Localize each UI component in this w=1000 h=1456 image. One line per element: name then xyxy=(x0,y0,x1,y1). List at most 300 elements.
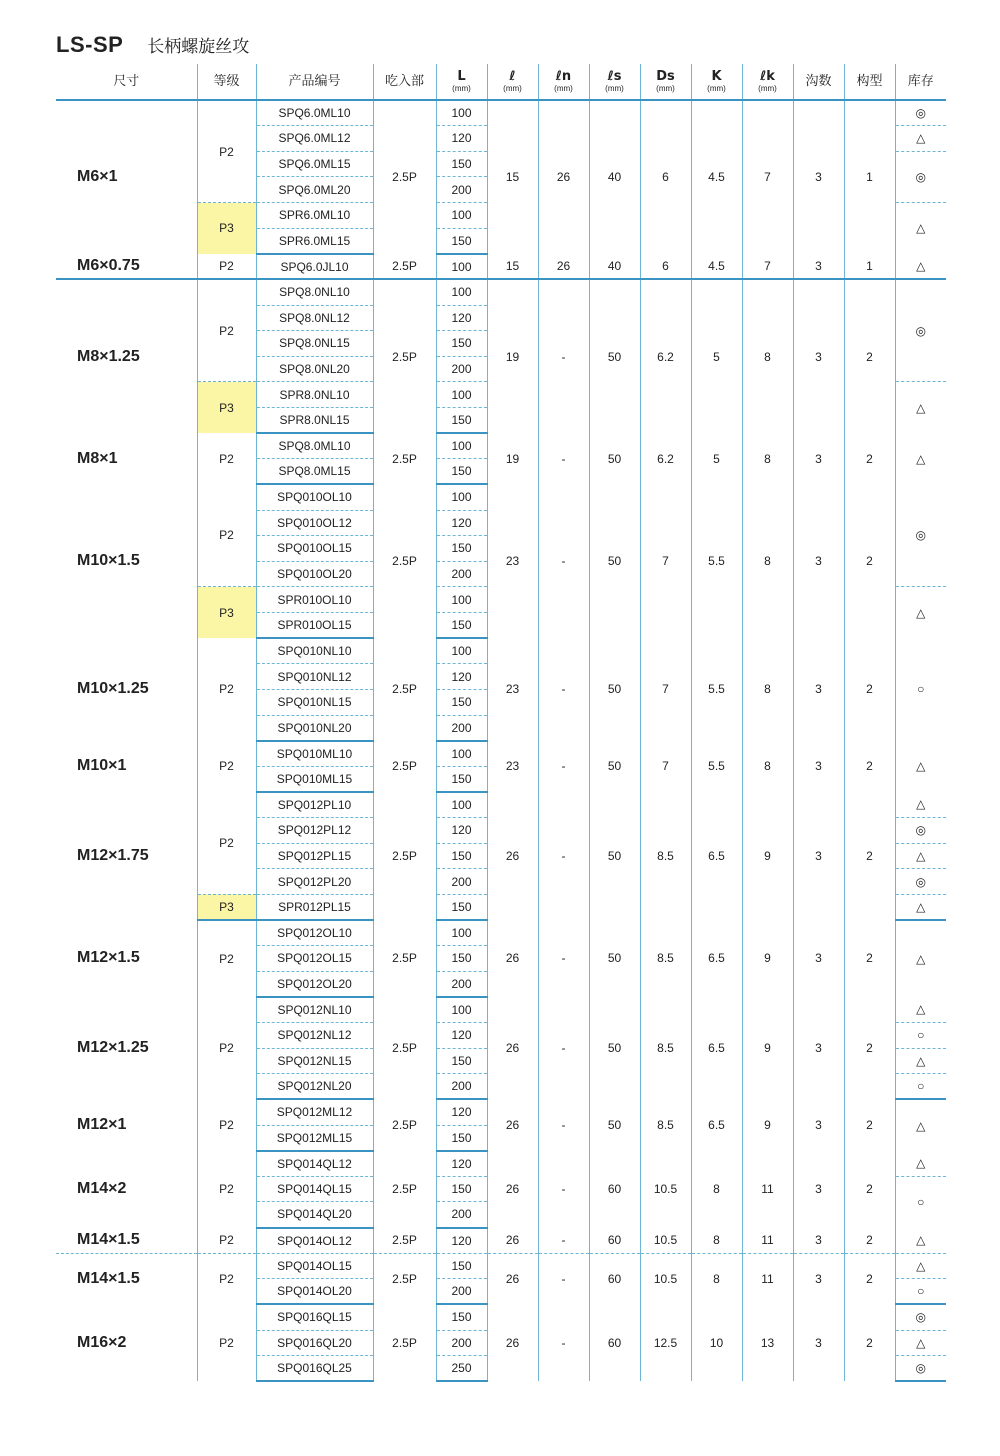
spec-table xyxy=(56,64,946,1382)
product-cell: SPR8.0NL15 xyxy=(256,408,373,434)
length-cell: 150 xyxy=(436,894,487,920)
lk-cell: 7 xyxy=(742,254,793,280)
l-cell: 15 xyxy=(487,254,538,280)
ln-cell: - xyxy=(538,920,589,997)
product-cell: SPQ012NL15 xyxy=(256,1048,373,1074)
product-cell: SPQ010OL12 xyxy=(256,510,373,536)
size-cell: M6×1 xyxy=(77,168,118,186)
bite-cell: 2.5P xyxy=(373,792,436,920)
stock-cell: ○ xyxy=(895,1074,946,1100)
grade-cell: P2 xyxy=(197,254,256,280)
lk-cell: 11 xyxy=(742,1228,793,1254)
Ds-cell: 10.5 xyxy=(640,1253,691,1304)
stock-cell: ◎ xyxy=(895,151,946,202)
header-Ds-label: Ds xyxy=(656,69,675,84)
header-ls xyxy=(589,64,640,100)
type-cell: 1 xyxy=(844,254,895,280)
type-cell: 2 xyxy=(844,741,895,792)
product-cell: SPQ010ML15 xyxy=(256,766,373,792)
l-cell: 23 xyxy=(487,638,538,741)
spec-body xyxy=(56,100,946,1381)
grooves-cell: 3 xyxy=(793,1228,844,1254)
ls-cell: 60 xyxy=(589,1304,640,1381)
stock-cell: ◎ xyxy=(895,279,946,382)
l-cell: 26 xyxy=(487,920,538,997)
product-cell: SPQ012NL10 xyxy=(256,997,373,1023)
bite-cell: 2.5P xyxy=(373,1099,436,1150)
length-cell: 120 xyxy=(436,305,487,331)
l-cell: 23 xyxy=(487,484,538,638)
lk-cell: 8 xyxy=(742,433,793,484)
product-cell: SPQ014OL15 xyxy=(256,1253,373,1279)
lk-cell: 9 xyxy=(742,792,793,920)
lk-cell: 11 xyxy=(742,1253,793,1304)
header-K xyxy=(691,64,742,100)
header-ln xyxy=(538,64,589,100)
K-cell: 5.5 xyxy=(691,741,742,792)
length-cell: 150 xyxy=(436,536,487,562)
length-cell: 150 xyxy=(436,689,487,715)
stock-cell: △ xyxy=(895,1253,946,1279)
ls-cell: 40 xyxy=(589,100,640,254)
size-cell: M8×1 xyxy=(77,449,118,467)
length-cell: 200 xyxy=(436,715,487,741)
size-cell: M12×1.25 xyxy=(77,1039,149,1057)
type-cell: 2 xyxy=(844,792,895,920)
table-row xyxy=(56,638,946,664)
length-cell: 120 xyxy=(436,1151,487,1177)
stock-cell: ◎ xyxy=(895,100,946,126)
header-ls-label: ℓs xyxy=(607,69,622,84)
product-cell: SPQ012NL20 xyxy=(256,1074,373,1100)
product-cell: SPQ012PL12 xyxy=(256,818,373,844)
grooves-cell: 3 xyxy=(793,638,844,741)
K-cell: 8 xyxy=(691,1253,742,1304)
stock-cell: △ xyxy=(895,382,946,433)
length-cell: 150 xyxy=(436,459,487,485)
type-cell: 2 xyxy=(844,1151,895,1228)
product-cell: SPQ8.0NL12 xyxy=(256,305,373,331)
size-cell: M16×2 xyxy=(77,1333,127,1351)
K-cell: 5.5 xyxy=(691,484,742,638)
header-stock: 库存 xyxy=(895,64,946,100)
header-product-no: 产品编号 xyxy=(256,64,373,100)
grooves-cell: 3 xyxy=(793,1099,844,1150)
stock-cell: △ xyxy=(895,843,946,869)
length-cell: 150 xyxy=(436,946,487,972)
ln-cell: - xyxy=(538,1151,589,1228)
product-cell: SPQ012OL15 xyxy=(256,946,373,972)
l-cell: 26 xyxy=(487,1253,538,1304)
Ds-cell: 6 xyxy=(640,100,691,254)
K-cell: 10 xyxy=(691,1304,742,1381)
header-l-label: ℓ xyxy=(509,69,516,84)
size-cell: M6×0.75 xyxy=(56,254,197,280)
stock-cell: △ xyxy=(895,920,946,997)
ls-cell: 50 xyxy=(589,279,640,433)
product-cell: SPR010OL10 xyxy=(256,587,373,613)
K-cell: 8 xyxy=(691,1228,742,1254)
Ds-cell: 6.2 xyxy=(640,433,691,484)
ln-cell: - xyxy=(538,997,589,1100)
type-cell: 2 xyxy=(844,1304,895,1381)
ls-cell: 50 xyxy=(589,792,640,920)
K-cell: 6.5 xyxy=(691,997,742,1100)
l-cell: 26 xyxy=(487,1099,538,1150)
bite-cell: 2.5P xyxy=(373,433,436,484)
grade-cell: P3 xyxy=(197,203,256,254)
bite-cell: 2.5P xyxy=(373,1151,436,1228)
bite-cell: 2.5P xyxy=(373,1253,436,1304)
bite-cell: 2.5P xyxy=(373,638,436,741)
ls-cell: 60 xyxy=(589,1253,640,1304)
lk-cell: 8 xyxy=(742,741,793,792)
stock-cell: ◎ xyxy=(895,1304,946,1330)
product-cell: SPQ012ML15 xyxy=(256,1125,373,1151)
product-cell: SPQ8.0ML10 xyxy=(256,433,373,459)
product-cell: SPQ012OL20 xyxy=(256,971,373,997)
Ds-cell: 10.5 xyxy=(640,1228,691,1254)
stock-cell: ○ xyxy=(895,1023,946,1049)
stock-cell: △ xyxy=(895,126,946,152)
stock-cell: △ xyxy=(895,587,946,638)
size-cell: M12×1 xyxy=(77,1116,127,1133)
stock-cell: △ xyxy=(895,1099,946,1150)
grooves-cell: 3 xyxy=(793,484,844,638)
ln-cell: - xyxy=(538,433,589,484)
grade-cell: P2 xyxy=(197,1304,256,1381)
header-l xyxy=(487,64,538,100)
table-row xyxy=(56,1099,946,1125)
unit-label: (mm) xyxy=(758,84,777,93)
length-cell: 100 xyxy=(436,433,487,459)
Ds-cell: 7 xyxy=(640,484,691,638)
l-cell: 26 xyxy=(487,1151,538,1228)
grade-cell: P2 xyxy=(197,741,256,792)
length-cell: 120 xyxy=(436,510,487,536)
length-cell: 100 xyxy=(436,920,487,946)
length-cell: 120 xyxy=(436,1023,487,1049)
ls-cell: 50 xyxy=(589,433,640,484)
product-cell: SPQ016QL20 xyxy=(256,1330,373,1356)
table-row xyxy=(56,433,946,459)
type-cell: 2 xyxy=(844,279,895,433)
grooves-cell: 3 xyxy=(793,741,844,792)
length-cell: 150 xyxy=(436,331,487,357)
type-cell: 2 xyxy=(844,1228,895,1254)
bite-cell: 2.5P xyxy=(373,1304,436,1381)
bite-cell: 2.5P xyxy=(373,741,436,792)
table-row xyxy=(56,997,946,1023)
type-cell: 2 xyxy=(844,638,895,741)
lk-cell: 8 xyxy=(742,484,793,638)
K-cell: 8 xyxy=(691,1151,742,1228)
bite-cell: 2.5P xyxy=(373,1228,436,1254)
K-cell: 6.5 xyxy=(691,792,742,920)
lk-cell: 7 xyxy=(742,100,793,254)
stock-cell: △ xyxy=(895,1048,946,1074)
table-row xyxy=(56,254,946,280)
stock-cell: △ xyxy=(895,741,946,792)
grade-cell: P2 xyxy=(197,920,256,997)
length-cell: 200 xyxy=(436,561,487,587)
ln-cell: 26 xyxy=(538,100,589,254)
length-cell: 200 xyxy=(436,1074,487,1100)
length-cell: 150 xyxy=(436,408,487,434)
ls-cell: 50 xyxy=(589,638,640,741)
product-cell: SPR6.0ML10 xyxy=(256,203,373,229)
K-cell: 5.5 xyxy=(691,638,742,741)
size-cell: M10×1.5 xyxy=(77,552,140,570)
product-cell: SPQ010OL10 xyxy=(256,484,373,510)
l-cell: 23 xyxy=(487,741,538,792)
grade-cell: P2 xyxy=(197,1253,256,1304)
product-cell: SPQ014QL15 xyxy=(256,1176,373,1202)
length-cell: 100 xyxy=(436,638,487,664)
product-cell: SPQ6.0ML15 xyxy=(256,151,373,177)
product-cell: SPQ6.0ML12 xyxy=(256,126,373,152)
Ds-cell: 6.2 xyxy=(640,279,691,433)
header-L xyxy=(436,64,487,100)
length-cell: 150 xyxy=(436,843,487,869)
K-cell: 5 xyxy=(691,279,742,433)
stock-cell: △ xyxy=(895,433,946,484)
stock-cell: △ xyxy=(895,203,946,254)
ls-cell: 40 xyxy=(589,254,640,280)
length-cell: 100 xyxy=(436,279,487,305)
stock-cell: △ xyxy=(895,997,946,1023)
size-cell: M12×1.5 xyxy=(77,949,140,967)
grooves-cell: 3 xyxy=(793,1304,844,1381)
Ds-cell: 7 xyxy=(640,741,691,792)
header-L-label: L xyxy=(457,69,466,84)
ln-cell: - xyxy=(538,1304,589,1381)
K-cell: 6.5 xyxy=(691,920,742,997)
bite-cell: 2.5P xyxy=(373,100,436,254)
ln-cell: - xyxy=(538,279,589,433)
size-cell: M10×1.25 xyxy=(77,680,149,698)
stock-cell: ◎ xyxy=(895,1356,946,1382)
product-cell: SPQ012OL10 xyxy=(256,920,373,946)
ln-cell: - xyxy=(538,638,589,741)
table-row xyxy=(56,1253,946,1279)
grade-cell: P3 xyxy=(197,587,256,638)
type-cell: 2 xyxy=(844,1253,895,1304)
l-cell: 26 xyxy=(487,792,538,920)
product-cell: SPQ010NL12 xyxy=(256,664,373,690)
series-code: LS-SP xyxy=(56,32,124,57)
stock-cell: ◎ xyxy=(895,869,946,895)
bite-cell: 2.5P xyxy=(373,254,436,280)
product-cell: SPQ010ML10 xyxy=(256,741,373,767)
table-row xyxy=(56,920,946,946)
header-grooves: 沟数 xyxy=(793,64,844,100)
Ds-cell: 12.5 xyxy=(640,1304,691,1381)
product-cell: SPQ010NL20 xyxy=(256,715,373,741)
product-cell: SPR012PL15 xyxy=(256,894,373,920)
lk-cell: 8 xyxy=(742,638,793,741)
length-cell: 150 xyxy=(436,1048,487,1074)
length-cell: 150 xyxy=(436,1176,487,1202)
grooves-cell: 3 xyxy=(793,100,844,254)
product-cell: SPQ010OL20 xyxy=(256,561,373,587)
product-cell: SPQ012PL15 xyxy=(256,843,373,869)
length-cell: 100 xyxy=(436,741,487,767)
grade-cell: P2 xyxy=(197,484,256,587)
bite-cell: 2.5P xyxy=(373,920,436,997)
product-cell: SPQ012PL20 xyxy=(256,869,373,895)
size-cell: M12×1.75 xyxy=(77,846,149,864)
size-cell: M14×1.5 xyxy=(56,1228,197,1254)
length-cell: 100 xyxy=(436,997,487,1023)
grooves-cell: 3 xyxy=(793,792,844,920)
product-cell: SPQ012PL10 xyxy=(256,792,373,818)
l-cell: 19 xyxy=(487,433,538,484)
product-cell: SPQ8.0NL20 xyxy=(256,356,373,382)
table-row xyxy=(56,100,946,126)
ln-cell: 26 xyxy=(538,254,589,280)
table-row xyxy=(56,484,946,510)
grooves-cell: 3 xyxy=(793,997,844,1100)
series-name: 长柄螺旋丝攻 xyxy=(147,37,250,57)
header-type: 构型 xyxy=(844,64,895,100)
grade-cell: P2 xyxy=(197,792,256,895)
length-cell: 200 xyxy=(436,1279,487,1305)
length-cell: 200 xyxy=(436,177,487,203)
stock-cell: △ xyxy=(895,1228,946,1254)
Ds-cell: 8.5 xyxy=(640,792,691,920)
stock-cell: ◎ xyxy=(895,484,946,587)
product-cell: SPQ012ML12 xyxy=(256,1099,373,1125)
unit-label: (mm) xyxy=(707,84,726,93)
K-cell: 5 xyxy=(691,433,742,484)
bite-cell: 2.5P xyxy=(373,997,436,1100)
length-cell: 150 xyxy=(436,151,487,177)
unit-label: (mm) xyxy=(503,84,522,93)
ls-cell: 50 xyxy=(589,484,640,638)
lk-cell: 9 xyxy=(742,997,793,1100)
table-row xyxy=(56,1228,946,1254)
product-cell: SPR010OL15 xyxy=(256,613,373,639)
length-cell: 150 xyxy=(436,1253,487,1279)
grade-cell: P2 xyxy=(197,1228,256,1254)
Ds-cell: 6 xyxy=(640,254,691,280)
product-cell: SPQ8.0NL10 xyxy=(256,279,373,305)
ls-cell: 60 xyxy=(589,1228,640,1254)
length-cell: 150 xyxy=(436,613,487,639)
stock-cell: ○ xyxy=(895,638,946,741)
product-cell: SPQ8.0NL15 xyxy=(256,331,373,357)
header-Ds xyxy=(640,64,691,100)
length-cell: 120 xyxy=(436,1228,487,1254)
unit-label: (mm) xyxy=(656,84,675,93)
length-cell: 100 xyxy=(436,484,487,510)
Ds-cell: 8.5 xyxy=(640,1099,691,1150)
type-cell: 1 xyxy=(844,100,895,254)
grooves-cell: 3 xyxy=(793,279,844,433)
length-cell: 150 xyxy=(436,228,487,254)
table-row xyxy=(56,279,946,305)
header-ln-label: ℓn xyxy=(555,69,572,84)
header-K-label: K xyxy=(711,69,722,84)
page-title xyxy=(56,32,249,60)
stock-cell: ◎ xyxy=(895,818,946,844)
length-cell: 100 xyxy=(436,100,487,126)
header-row xyxy=(56,64,946,100)
type-cell: 2 xyxy=(844,997,895,1100)
stock-cell: ○ xyxy=(895,1279,946,1305)
length-cell: 200 xyxy=(436,1330,487,1356)
grade-cell: P2 xyxy=(197,279,256,382)
K-cell: 4.5 xyxy=(691,100,742,254)
l-cell: 15 xyxy=(487,100,538,254)
table-row xyxy=(56,741,946,767)
type-cell: 2 xyxy=(844,433,895,484)
type-cell: 2 xyxy=(844,920,895,997)
grade-cell: P3 xyxy=(197,894,256,920)
size-cell: M14×1.5 xyxy=(77,1270,140,1287)
length-cell: 100 xyxy=(436,792,487,818)
product-cell: SPQ8.0ML15 xyxy=(256,459,373,485)
length-cell: 100 xyxy=(436,587,487,613)
length-cell: 150 xyxy=(436,1304,487,1330)
ln-cell: - xyxy=(538,484,589,638)
stock-cell: △ xyxy=(895,1151,946,1177)
lk-cell: 9 xyxy=(742,920,793,997)
grade-cell: P2 xyxy=(197,433,256,484)
stock-cell: △ xyxy=(895,254,946,280)
length-cell: 150 xyxy=(436,766,487,792)
type-cell: 2 xyxy=(844,1099,895,1150)
stock-cell: △ xyxy=(895,894,946,920)
stock-cell: △ xyxy=(895,1330,946,1356)
length-cell: 100 xyxy=(436,203,487,229)
header-grade: 等级 xyxy=(197,64,256,100)
length-cell: 150 xyxy=(436,1125,487,1151)
product-cell: SPQ6.0JL10 xyxy=(256,254,373,280)
l-cell: 19 xyxy=(487,279,538,433)
unit-label: (mm) xyxy=(605,84,624,93)
length-cell: 250 xyxy=(436,1356,487,1382)
bite-cell: 2.5P xyxy=(373,279,436,433)
grooves-cell: 3 xyxy=(793,254,844,280)
product-cell: SPQ016QL25 xyxy=(256,1356,373,1382)
header-lk xyxy=(742,64,793,100)
table-row xyxy=(56,792,946,818)
grooves-cell: 3 xyxy=(793,433,844,484)
header-bite: 吃入部 xyxy=(373,64,436,100)
table-row xyxy=(56,1304,946,1330)
ln-cell: - xyxy=(538,1228,589,1254)
lk-cell: 11 xyxy=(742,1151,793,1228)
product-cell: SPQ014OL20 xyxy=(256,1279,373,1305)
grooves-cell: 3 xyxy=(793,1151,844,1228)
grade-cell: P2 xyxy=(197,997,256,1100)
ls-cell: 60 xyxy=(589,1151,640,1228)
product-cell: SPQ010OL15 xyxy=(256,536,373,562)
lk-cell: 8 xyxy=(742,279,793,433)
product-cell: SPQ014OL12 xyxy=(256,1228,373,1254)
table-row xyxy=(56,1151,946,1177)
K-cell: 4.5 xyxy=(691,254,742,280)
l-cell: 26 xyxy=(487,1228,538,1254)
header-size: 尺寸 xyxy=(56,64,197,100)
ls-cell: 50 xyxy=(589,1099,640,1150)
size-cell: M10×1 xyxy=(77,757,127,775)
Ds-cell: 8.5 xyxy=(640,920,691,997)
product-cell: SPQ016QL15 xyxy=(256,1304,373,1330)
product-cell: SPQ012NL12 xyxy=(256,1023,373,1049)
